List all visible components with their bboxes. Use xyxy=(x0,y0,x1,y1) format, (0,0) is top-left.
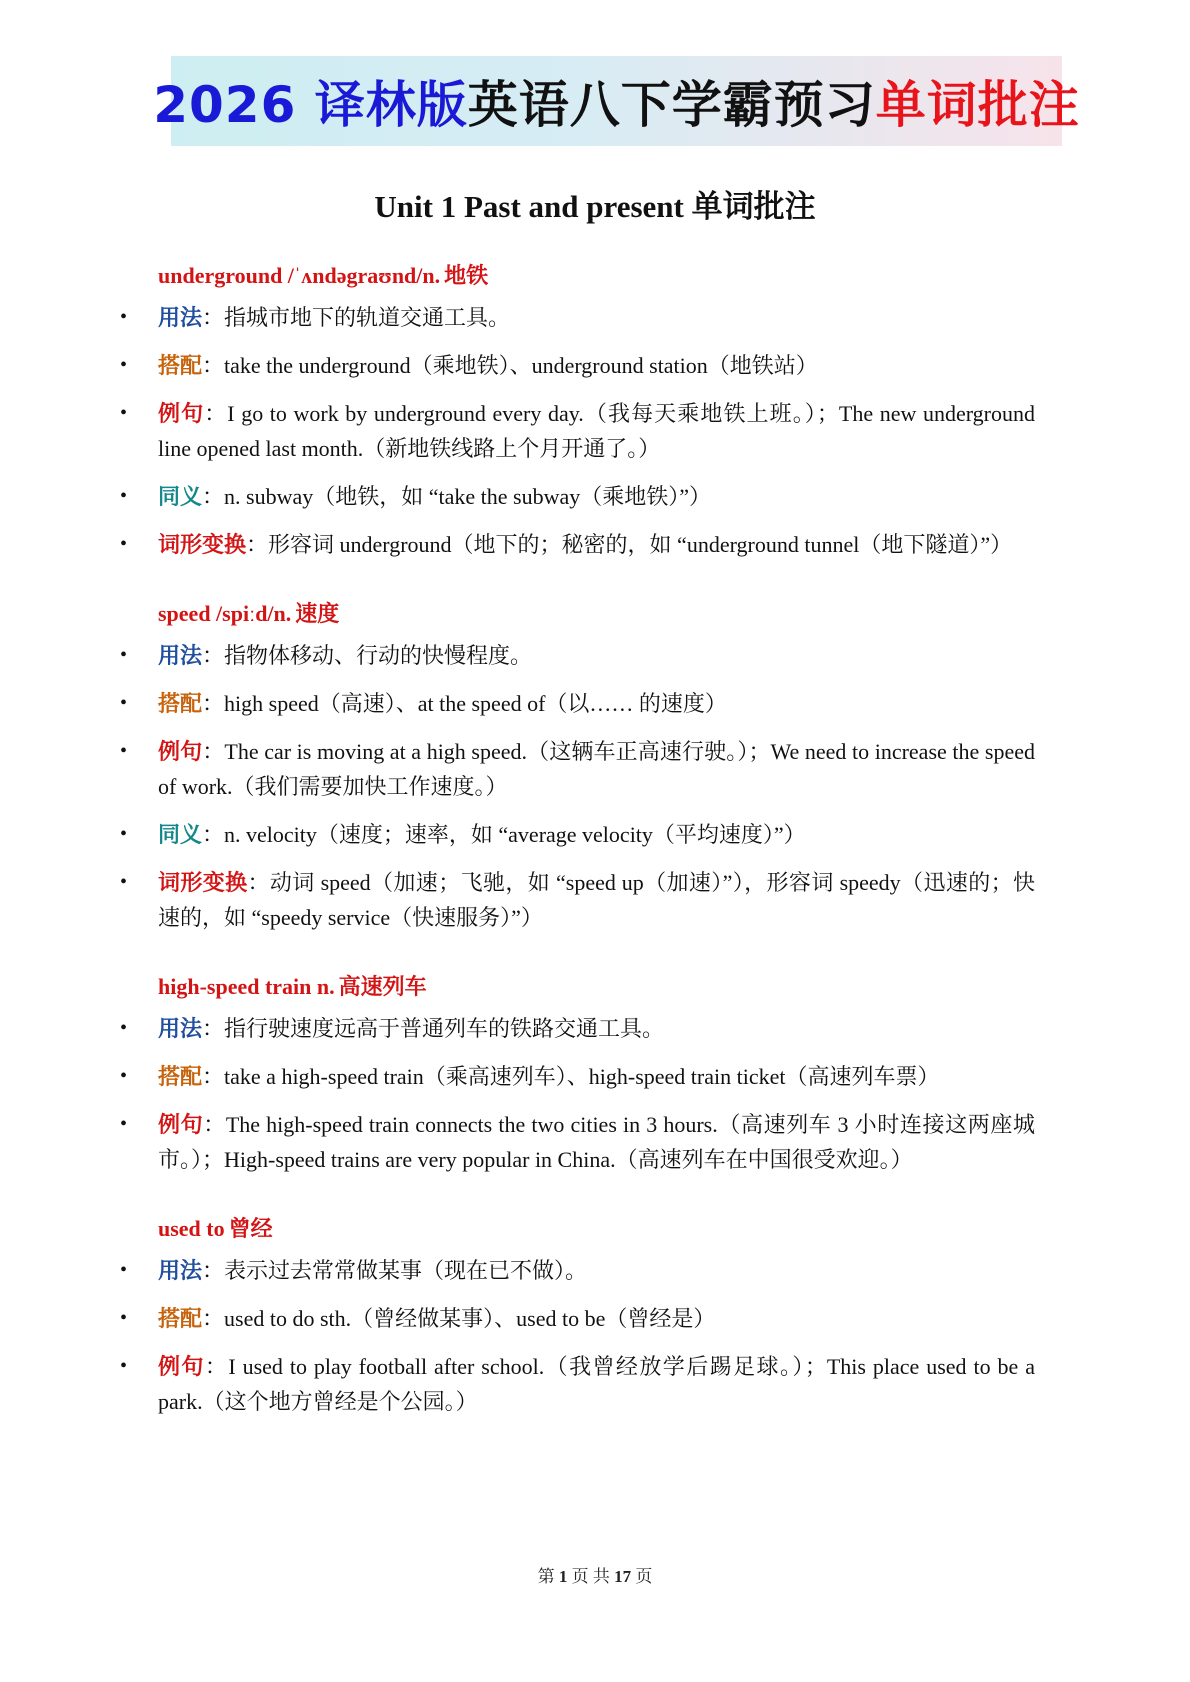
annotation-label: 例句 xyxy=(158,1354,205,1379)
annotation-item xyxy=(120,348,1035,383)
annotation-label: 搭配 xyxy=(158,691,203,716)
annotation-label: 用法 xyxy=(158,1258,203,1283)
annotation-item xyxy=(120,527,1035,562)
annotation-label: 搭配 xyxy=(158,1306,203,1331)
headword xyxy=(158,258,1035,294)
annotation-label: 用法 xyxy=(158,643,203,668)
bullet-icon: • xyxy=(120,1113,128,1135)
headword xyxy=(158,596,1035,632)
bullet-icon: • xyxy=(120,1355,128,1377)
annotation-item xyxy=(120,817,1035,852)
annotation-item xyxy=(120,1253,1035,1288)
annotation-item xyxy=(120,1107,1035,1177)
annotation-separator: ： xyxy=(202,739,225,764)
headword xyxy=(158,1211,1035,1247)
annotation-label: 同义 xyxy=(158,822,203,847)
annotation-text: 表示过去常常做某事（现在已不做）。 xyxy=(224,1258,588,1283)
annotation-item xyxy=(120,1059,1035,1094)
annotation-text: 形容词 underground（地下的；秘密的，如 “underground tunnel（地下隧道）”） xyxy=(268,532,1013,557)
annotation-separator: ： xyxy=(246,532,269,557)
annotation-item xyxy=(120,479,1035,514)
annotation-text: take a high-speed train（乘高速列车）、high-speed train ticket（高速列车票） xyxy=(224,1064,940,1089)
annotation-item xyxy=(120,1301,1035,1336)
banner-part-edition: 2026 译林版 xyxy=(153,76,468,134)
annotation-item xyxy=(120,686,1035,721)
annotation-item xyxy=(120,1011,1035,1046)
footer-middle: 页 共 xyxy=(571,1567,610,1586)
annotation-label: 用法 xyxy=(158,1016,203,1041)
annotation-separator: ： xyxy=(202,1258,225,1283)
vocab-entry xyxy=(120,1211,1035,1419)
annotation-separator: ： xyxy=(202,691,225,716)
total-page-count: 17 xyxy=(614,1567,632,1586)
vocab-entry xyxy=(120,969,1035,1177)
annotation-separator: ： xyxy=(247,870,270,895)
headword-meaning: 地铁 xyxy=(444,263,489,288)
bullet-icon: • xyxy=(120,402,128,424)
annotation-label: 搭配 xyxy=(158,353,203,378)
headword-text: underground /ˈʌndəgraʊnd/n. xyxy=(158,263,441,288)
headword-meaning: 速度 xyxy=(295,601,340,626)
bullet-icon: • xyxy=(120,1065,128,1087)
bullet-icon: • xyxy=(120,644,128,666)
page-footer xyxy=(0,1562,1190,1587)
bullet-icon: • xyxy=(120,1307,128,1329)
annotation-separator: ： xyxy=(202,1064,225,1089)
annotation-separator: ： xyxy=(204,401,228,426)
annotation-text: I used to play football after school.（我曾经放学后踢足球。）；This place used to be a park.（这个地方曾经是个公园。） xyxy=(158,1354,1035,1414)
annotation-list xyxy=(120,300,1035,562)
annotation-text: The high-speed train connects the two cities in 3 hours.（高速列车 3 小时连接这两座城市。）；High-speed trains are very popular in China.（高速列车在中国很受欢迎。） xyxy=(158,1112,1035,1172)
annotation-text: The car is moving at a high speed.（这辆车正高速行驶。）；We need to increase the speed of work.（我们需要加快工作速度。） xyxy=(158,739,1035,799)
headword xyxy=(158,969,1035,1005)
bullet-icon: • xyxy=(120,692,128,714)
vocab-entry xyxy=(120,258,1035,562)
annotation-text: 指行驶速度远高于普通列车的铁路交通工具。 xyxy=(224,1016,665,1041)
annotation-text: 指物体移动、行动的快慢程度。 xyxy=(224,643,533,668)
bullet-icon: • xyxy=(120,1259,128,1281)
vocab-entry xyxy=(120,596,1035,935)
annotation-list xyxy=(120,1253,1035,1419)
annotation-label: 词形变换 xyxy=(158,532,247,557)
annotation-separator: ： xyxy=(202,305,225,330)
bullet-icon: • xyxy=(120,354,128,376)
headword-text: speed /spiːd/n. xyxy=(158,601,292,626)
annotation-label: 用法 xyxy=(158,305,203,330)
headword-text: used to xyxy=(158,1216,225,1241)
annotation-text: used to do sth.（曾经做某事）、used to be（曾经是） xyxy=(224,1306,716,1331)
annotation-item xyxy=(120,300,1035,335)
annotation-item xyxy=(120,865,1035,935)
headword-text: high-speed train n. xyxy=(158,974,335,999)
annotation-label: 搭配 xyxy=(158,1064,203,1089)
banner-part-subject: 英语八下学霸预习 xyxy=(467,76,876,134)
annotation-separator: ： xyxy=(204,1354,229,1379)
bullet-icon: • xyxy=(120,1017,128,1039)
footer-suffix: 页 xyxy=(635,1567,653,1586)
annotation-item xyxy=(120,734,1035,804)
annotation-separator: ： xyxy=(202,1306,225,1331)
annotation-separator: ： xyxy=(203,1112,226,1137)
annotation-list xyxy=(120,1011,1035,1177)
annotation-separator: ： xyxy=(202,822,225,847)
annotation-item xyxy=(120,396,1035,466)
unit-title: Unit 1 Past and present 单词批注 xyxy=(374,189,816,224)
annotation-label: 词形变换 xyxy=(158,870,248,895)
annotation-list xyxy=(120,638,1035,935)
bullet-icon: • xyxy=(120,485,128,507)
title-banner xyxy=(153,56,1080,146)
bullet-icon: • xyxy=(120,306,128,328)
annotation-separator: ： xyxy=(202,643,225,668)
annotation-separator: ： xyxy=(202,484,225,509)
annotation-label: 例句 xyxy=(158,1112,204,1137)
banner-part-topic: 单词批注 xyxy=(875,76,1080,134)
annotation-text: I go to work by underground every day.（我每天乘地铁上班。）；The new underground line opened last month.（新地铁线路上个月开通了。） xyxy=(158,401,1035,461)
current-page-number: 1 xyxy=(558,1567,568,1586)
annotation-text: high speed（高速）、at the speed of（以…… 的速度） xyxy=(224,691,727,716)
headword-meaning: 高速列车 xyxy=(338,974,427,999)
annotation-item xyxy=(120,638,1035,673)
annotation-label: 同义 xyxy=(158,484,203,509)
bullet-icon: • xyxy=(120,740,128,762)
annotation-text: n. subway（地铁，如 “take the subway（乘地铁）”） xyxy=(224,484,712,509)
annotation-text: take the underground（乘地铁）、underground station（地铁站） xyxy=(224,353,818,378)
vocabulary-list xyxy=(120,258,1035,1453)
footer-prefix: 第 xyxy=(537,1567,555,1586)
headword-meaning: 曾经 xyxy=(228,1216,273,1241)
bullet-icon: • xyxy=(120,871,128,893)
annotation-separator: ： xyxy=(202,1016,225,1041)
annotation-label: 例句 xyxy=(158,739,203,764)
annotation-item xyxy=(120,1349,1035,1419)
banner-title xyxy=(153,65,1080,137)
annotation-text: n. velocity（速度；速率，如 “average velocity（平均速度）”） xyxy=(224,822,806,847)
annotation-text: 指城市地下的轨道交通工具。 xyxy=(224,305,511,330)
annotation-text: 动词 speed（加速；飞驰，如 “speed up（加速）”），形容词 speedy（迅速的；快速的，如 “speedy service（快速服务）”） xyxy=(158,870,1035,930)
annotation-separator: ： xyxy=(202,353,225,378)
bullet-icon: • xyxy=(120,823,128,845)
annotation-label: 例句 xyxy=(158,401,205,426)
bullet-icon: • xyxy=(120,533,128,555)
